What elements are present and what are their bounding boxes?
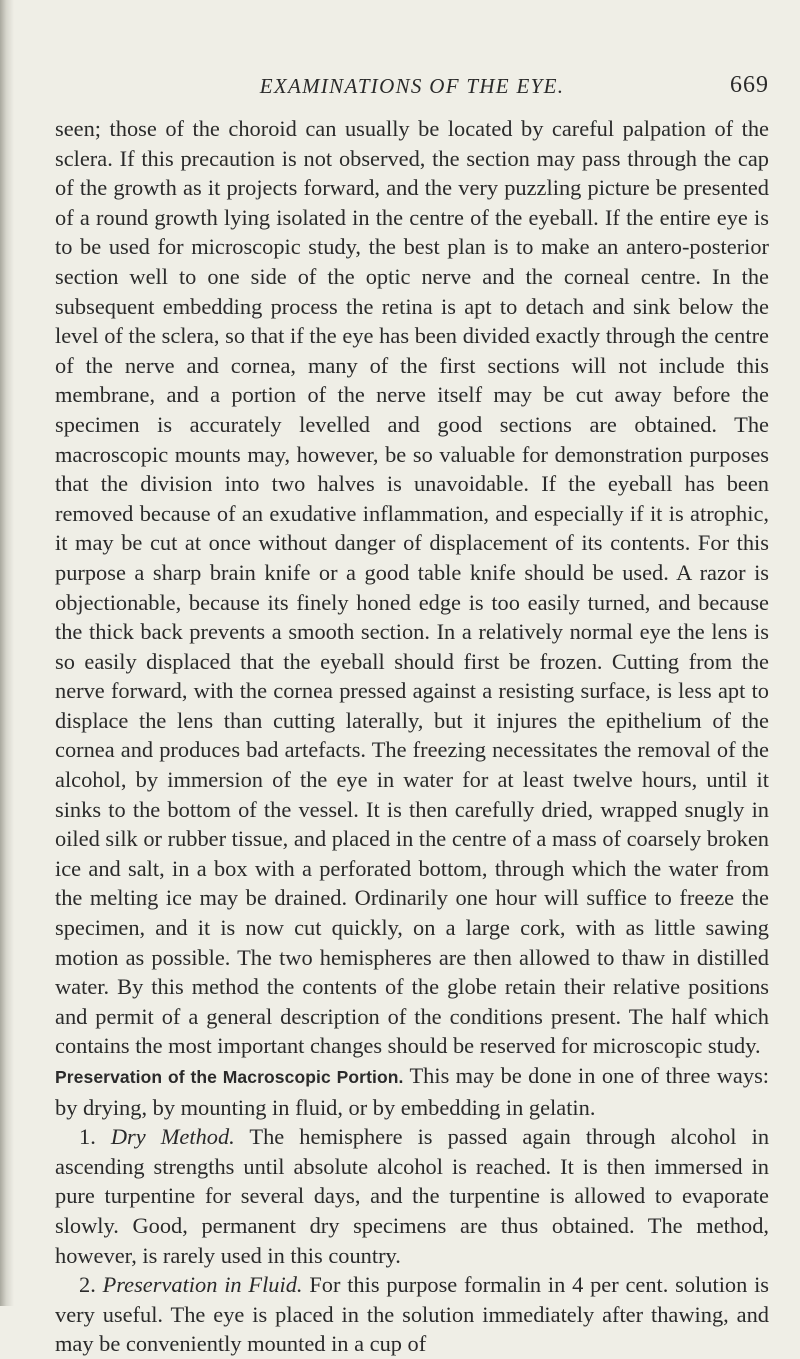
paragraph-text: This may be done in one of three ways: by drying, by mounting in fluid, or by embedding in gelatin. xyxy=(55,1063,769,1120)
body-text xyxy=(55,114,769,1359)
running-head xyxy=(55,74,769,114)
page-edge-shadow xyxy=(0,0,14,1306)
paragraph-dry-method xyxy=(55,1122,769,1270)
running-title: EXAMINATIONS OF THE EYE. xyxy=(259,74,565,98)
section-heading: Preservation of the Macroscopic Portion. xyxy=(55,1067,404,1087)
paragraph-preservation-fluid xyxy=(55,1270,769,1359)
paragraph-text: The hemisphere is passed again through alcohol in ascending strengths until absolute alcohol is reached. It is then immersed in pure turpentine for several days, and the turpentine is allowed to evaporate slowly. Good, permanent dry specimens are thus obtained. The method, however, is rarely used in this country. xyxy=(55,1124,770,1268)
page-number: 669 xyxy=(730,72,769,98)
item-heading: Preservation in Fluid. xyxy=(102,1272,303,1298)
paragraph-continued: seen; those of the choroid can usually be located by careful palpation of the sclera. If this precaution is not observed, the section may pass through the cap of the growth as it projects forward, and the very puzzling picture be presented of a round growth lying isolated in the centre of the eyeball. If the entire eye is to be used for microscopic study, the best plan is to make an antero-posterior section well to one side of the optic nerve and the corneal centre. In the subsequent embedding process the retina is apt to detach and sink below the level of the sclera, so that if the eye has been divided exactly through the centre of the nerve and cornea, many of the first sections will not include this membrane, and a portion of the nerve itself may be cut away before the specimen is accurately levelled and good sections are obtained. The macroscopic mounts may, however, be so valuable for demonstration purposes that the division into two halves is unavoidable. If the eyeball has been removed because of an exudative inflammation, and especially if it is atrophic, it may be cut at once without danger of displacement of its contents. For this purpose a sharp brain knife or a good table knife should be used. A razor is objectionable, because its finely honed edge is too easily turned, and because the thick back prevents a smooth section. In a relatively normal eye the lens is so easily displaced that the eyeball should first be frozen. Cutting from the nerve forward, with the cornea pressed against a resisting surface, is less apt to displace the lens than cutting laterally, but it injures the epithelium of the cornea and produces bad artefacts. The freezing necessitates the removal of the alcohol, by immersion of the eye in water for at least twelve hours, until it sinks to the bottom of the vessel. It is then carefully dried, wrapped snugly in oiled silk or rubber tissue, and placed in the centre of a mass of coarsely broken ice and salt, in a box with a perforated bottom, through which the water from the melting ice may be drained. Ordinarily one hour will suffice to freeze the specimen, and it is now cut quickly, on a large cork, with as little sawing motion as possible. The two hemispheres are then allowed to thaw in distilled water. By this method the contents of the globe retain their relative positions and permit of a general description of the conditions present. The half which contains the most important changes should be reserved for microscopic study. xyxy=(55,116,769,1059)
item-number: 2. xyxy=(79,1272,103,1298)
item-heading: Dry Method. xyxy=(110,1124,235,1150)
paragraph-preservation xyxy=(55,1061,769,1122)
book-page xyxy=(55,74,769,1359)
item-number: 1. xyxy=(79,1124,111,1150)
paragraph-text: For this purpose formalin in 4 per cent. solution is very useful. The eye is placed in the solution immediately after thawing, and may be conveniently mounted in a cup of xyxy=(55,1272,770,1357)
